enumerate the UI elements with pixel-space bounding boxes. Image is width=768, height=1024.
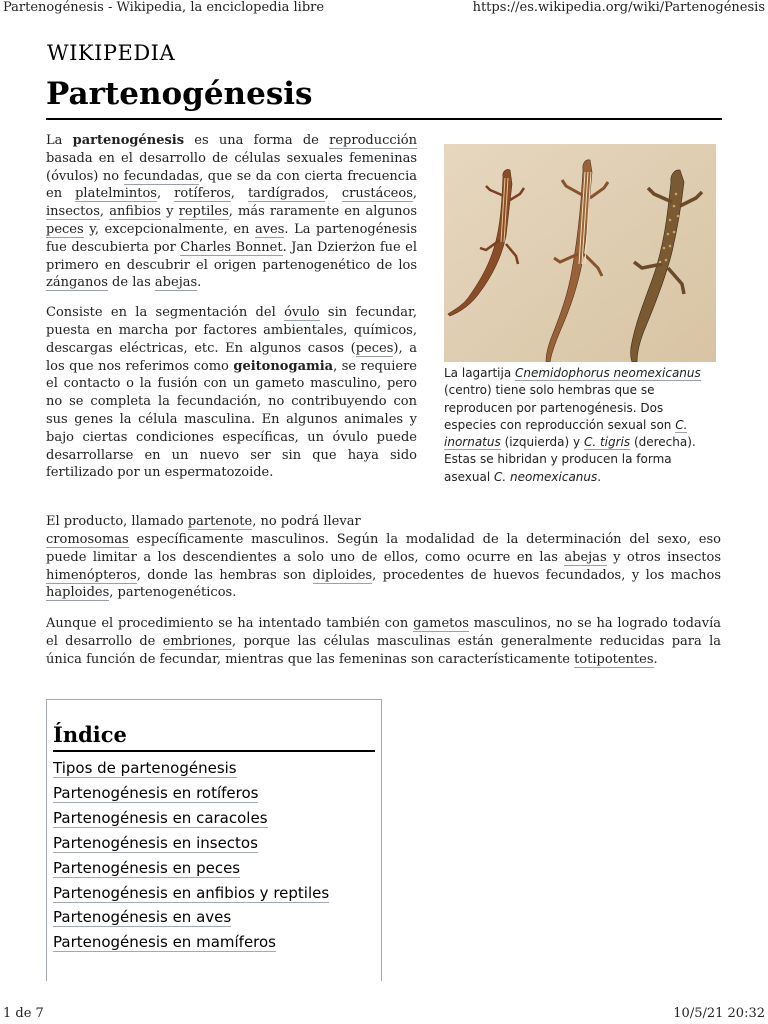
link-reproduccion[interactable]: reproducción [329,133,418,148]
link-ovulo[interactable]: óvulo [284,305,320,321]
toc-item-peces[interactable]: Partenogénesis en peces [53,858,241,877]
link-cnemidophorus-neomexicanus[interactable]: Cnemidophorus neomexicanus [515,366,701,380]
link-zanganos[interactable]: zánganos [46,275,108,291]
toc-item-tipos[interactable]: Tipos de partenogénesis [53,759,237,777]
link-crustaceos[interactable]: crustáceos [341,186,413,202]
link-abejas-2[interactable]: abejas [564,549,607,565]
link-reptiles[interactable]: reptiles [178,204,229,220]
link-embriones[interactable]: embriones [162,633,232,649]
article-body [46,132,417,494]
page-title: Partenogénesis [46,74,722,120]
link-platelmintos[interactable]: platelmintos [75,186,157,202]
toc-item-rotiferos[interactable]: Partenogénesis en rotíferos [53,783,259,802]
bold-term-geitonogamia: geitonogamia [233,358,334,374]
link-c-tigris[interactable]: C. tigris [583,435,631,450]
link-totipotentes[interactable]: totipotentes [574,651,654,667]
toc-item-insectos[interactable]: Partenogénesis en insectos [53,833,258,852]
link-c-inornatus[interactable]: C. inornatus [444,417,688,450]
link-aves[interactable]: aves [254,221,285,237]
link-partenote[interactable]: partenote [187,514,253,529]
paragraph-producto: El producto, llamado partenote, no podrá llevar [46,514,361,529]
caption-species: C. neomexicanus [494,469,598,484]
print-footer [0,1006,768,1021]
toc-item-aves[interactable]: Partenogénesis en aves [53,908,232,927]
toc-item-mamiferos[interactable]: Partenogénesis en mamíferos [53,933,277,952]
print-timestamp: 10/5/21 20:32 [673,1006,765,1021]
print-header-title: Partenogénesis - Wikipedia, la enciclopedia libre [3,0,325,15]
table-of-contents [46,699,382,981]
link-peces-2[interactable]: peces [355,340,394,356]
link-anfibios[interactable]: anfibios [109,204,161,220]
lizard-figure [444,144,716,486]
link-tardigrados[interactable]: tardígrados [247,186,325,202]
link-abejas[interactable]: abejas [154,275,198,291]
link-insectos[interactable]: insectos [46,204,100,220]
toc-title: Índice [53,722,375,752]
paragraph-segmentacion: Consiste en la segmentación del óvulo sin fecundar, puesta en marcha por factores ambientales, químicos, descargas eléctricas, etc. En algunos casos (peces), a los que nos referimos como geitonogamia, se requiere el contacto o la fusión con un gameto masculino, pero no se completa la fecundación, no contribuyendo con sus genes la célula masculina. En algunos animales y bajo ciertas condiciones específicas, un óvulo puede desarrollarse en un nuevo ser sin que haya sido fertilizado por un espermatozoide. [46,305,417,481]
paragraph-gametos: Aunque el procedimiento se ha intentado también con gametos masculinos, no se ha logrado todavía el desarrollo de embriones, porque las células masculinas están generalmente reducidas para la única función de fecundar, mientras que las femeninas son característicamente totipotentes. [46,616,722,667]
link-rotiferos[interactable]: rotíferos [174,186,231,202]
lizard-photo[interactable] [444,144,716,362]
link-fecundadas[interactable]: fecundadas [123,168,200,184]
paragraph-producto-cont: cromosomas específicamente masculinos. Según la modalidad de la determinación del sexo, eso puede limitar a los descendientes a solo uno de ellos, como ocurre en las abejas y otros insectos himenópteros, donde las hembras son diploides, procedentes de huevos fecundados, y los machos haploides, partenogenéticos. [46,532,721,601]
page-counter: 1 de 7 [3,1006,44,1021]
link-haploides[interactable]: haploides [46,585,110,601]
wikipedia-logo[interactable]: WIKIPEDIA [47,41,176,65]
toc-item-caracoles[interactable]: Partenogénesis en caracoles [53,808,268,827]
link-charles-bonnet[interactable]: Charles Bonnet [180,239,283,255]
link-himenopteros[interactable]: himenópteros [46,567,137,583]
link-diploides[interactable]: diploides [312,567,373,583]
print-header [0,0,768,15]
bold-term: partenogénesis [72,133,185,148]
link-gametos[interactable]: gametos [413,616,469,631]
figure-caption: La lagartija Cnemidophorus neomexicanus (centro) tiene solo hembras que se reproducen por partenogénesis. Dos especies con reproducción sexual son C. inornatus (izquierda) y C. tigris (derecha). Estas se hibridan y producen la forma asexual C. neomexicanus. [444,366,701,484]
link-cromosomas[interactable]: cromosomas [46,532,129,547]
paragraph-intro: La partenogénesis es una forma de reproducción basada en el desarrollo de células sexuales femeninas (óvulos) no fecundadas, que se da con cierta frecuencia en platelmintos, rotíferos, tardígrados, crustáceos, insectos, anfibios y reptiles, más raramente en algunos peces y, excepcionalmente, en aves. La partenogénesis fue descubierta por Charles Bonnet. Jan Dzierżon fue el primero en descubrir el origen partenogenético de los zánganos de las abejas. [46,133,418,291]
toc-item-anfibios-reptiles[interactable]: Partenogénesis en anfibios y reptiles [53,883,330,902]
link-peces[interactable]: peces [46,221,84,237]
print-header-url[interactable]: https://es.wikipedia.org/wiki/Partenogénesis [472,0,765,15]
